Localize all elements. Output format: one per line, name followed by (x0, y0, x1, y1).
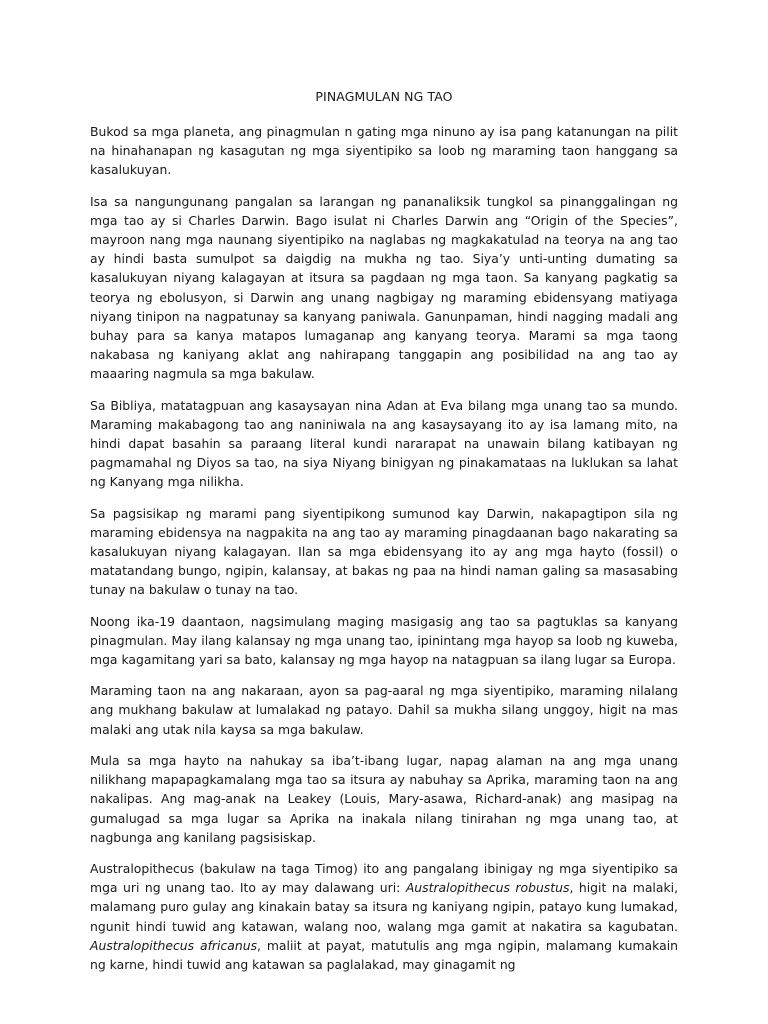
paragraph-8-text-2: , higit na malaki, malamang puro gulay ang kinakain batay sa itsura ng kaniyang ngipin, patayo kung lumakad, ngunit hindi tuwid ang katawan, walang noo, walang mga gamit at nakatira sa kagubatan. (90, 880, 679, 934)
paragraph-4: Sa pagsisikap ng marami pang siyentipikong sumunod kay Darwin, nakapagtipon sila ng maraming ebidensya na nagpakita na ang tao ay maraming pinagdaanan bago nakarating sa kasalukuyan niyang kalagayan. Ilan sa mga ebidensyang ito ay ang mga hayto (fossil) o matatandang bungo, ngipin, kalansay, at bakas ng paa na hindi naman galing sa masasabing tunay na bakulaw o tunay na tao. (90, 505, 678, 598)
paragraph-3: Sa Bibliya, matatagpuan ang kasaysayan nina Adan at Eva bilang mga unang tao sa mundo. Maraming makabagong tao ang naniniwala na ang kasaysayang ito ay isa lamang mito, na hindi dapat basahin sa paraang literal kundi nararapat na unawain bilang katibayan ng pagmamahal ng Diyos sa tao, na siya Niyang binigyan ng pinakamataas na luklukan sa lahat ng Kanyang mga nilikha. (90, 397, 678, 490)
paragraph-8 (90, 859, 678, 974)
species-africanus: Australopithecus africanus (90, 937, 258, 953)
paragraph-6: Maraming taon na ang nakaraan, ayon sa pag-aaral ng mga siyentipiko, maraming nilalang ang mukhang bakulaw at lumalakad ng patayo. Dahil sa mukha silang unggoy, higit na mas malaki ang utak nila kaysa sa mga bakulaw. (90, 683, 678, 737)
paragraph-1: Bukod sa mga planeta, ang pinagmulan n gating mga ninuno ay isa pang katanungan na pilit na hinahanapan ng kasagutan ng mga siyentipiko sa loob ng maraming taon hanggang sa kasalukuyan. (90, 124, 678, 178)
document-title: PINAGMULAN NG TAO (315, 89, 453, 104)
paragraph-5: Noong ika-19 daantaon, nagsimulang maging masigasig ang tao sa pagtuklas sa kanyang pinagmulan. May ilang kalansay ng mga unang tao, ipinintang mga hayop sa loob ng kuweba, mga kagamitang yari sa bato, kalansay ng mga hayop na natagpuan sa ilang lugar sa Europa. (90, 613, 678, 668)
paragraph-8-text-3: , maliit at payat, matutulis ang mga ngipin, malamang kumakain ng karne, hindi tuwid ang katawan sa paglalakad, may ginagamit ng (90, 937, 678, 972)
paragraph-7: Mula sa mga hayto na nahukay sa iba’t-ibang lugar, napag alaman na ang mga unang nilikhang mapapagkamalang mga tao sa itsura ay nabuhay sa Aprika, maraming taon na ang nakalipas. Ang mag-anak na Leakey (Louis, Mary-asawa, Richard-anak) ang masipag na gumalugad sa mga lugar sa Aprika na inakala nilang tinirahan ng mga unang tao, at nagbunga ang kanilang pagsisiskap. (90, 752, 678, 845)
paragraph-2: Isa sa nangungunang pangalan sa larangan ng pananaliksik tungkol sa pinanggalingan ng mga tao ay si Charles Darwin. Bago isulat ni Charles Darwin ang “Origin of the Species”, mayroon nang mga naunang siyentipiko na naglabas ng magkakatulad na teorya na ang tao ay hindi basta sumulpot sa daigdig na mukha ng tao. Siya’y unti-unting dumating sa kasalukuyan niyang kalagayan at itsura sa pagdaan ng mga taon. Sa kanyang pagkatig sa teorya ng ebolusyon, si Darwin ang unang nagbigay ng maraming ebidensyang matiyaga niyang tinipon na nagpatunay sa kanyang paniwala. Ganunpaman, hindi nagging madali ang buhay para sa kanya matapos lumaganap ang kanyang teorya. Marami sa mga taong nakabasa ng kaniyang aklat ang nahirapang tanggapin ang posibilidad na ang tao ay maaaring nagmula sa mga bakulaw. (90, 193, 678, 382)
species-robustus: Australopithecus robustus (405, 880, 570, 896)
paragraph-8-text-1: Australopithecus (bakulaw na taga Timog) ito ang pangalang ibinigay ng mga siyentipiko sa mga uri ng unang tao. Ito ay may dalawang uri: (90, 860, 678, 896)
